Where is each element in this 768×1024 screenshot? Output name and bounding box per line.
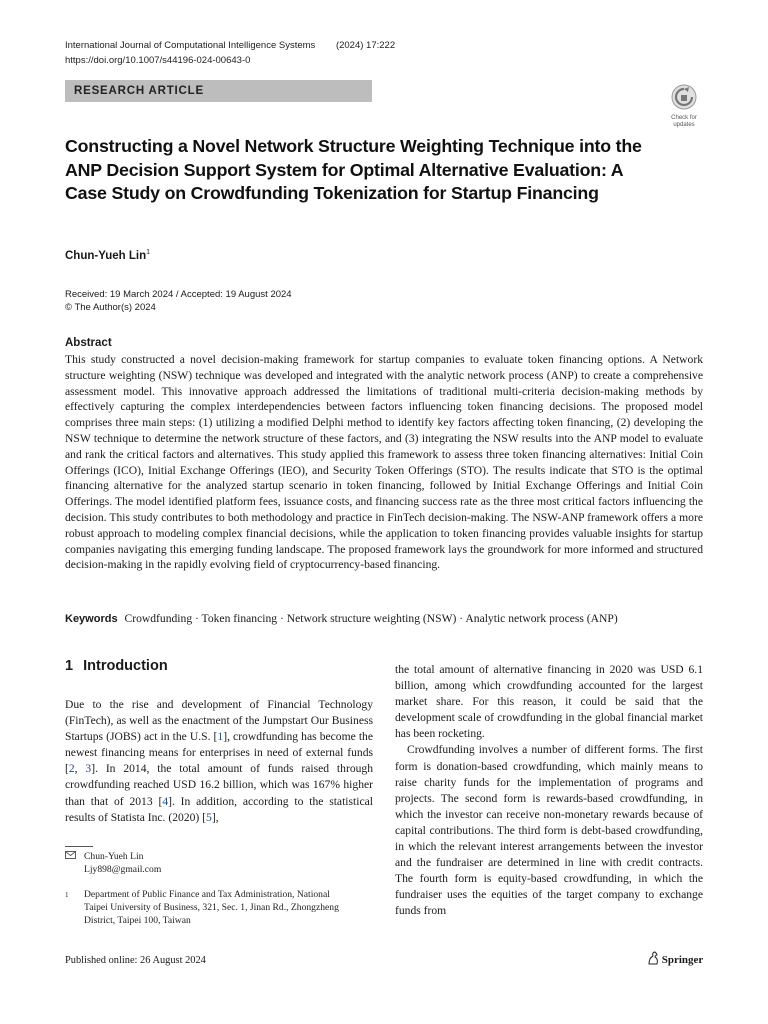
author-name: Chun-Yueh Lin <box>65 249 147 262</box>
affiliation-mark: 1 <box>65 891 69 899</box>
section-number: 1 <box>65 658 74 674</box>
text-run: ]. In 2014, the total amount of funds raised through crowdfunding reached USD 16.2 billion, which was 167% higher than that of 2013 [ <box>65 762 374 808</box>
contact-email[interactable]: Ljy898@gmail.com <box>84 863 162 875</box>
publisher-name: Springer <box>661 954 704 966</box>
journal-name: International Journal of Computational Intelligence Systems <box>65 40 316 51</box>
abstract-text: This study constructed a novel decision-making framework for startup companies to evaluate token financing options. A Network structure weighting (NSW) technique was developed and integrated with the analytic network process (ANP) to create a comprehensive assessment model. This innovative approach addressed the limitations of traditional multi-criteria decision-making methods by effectively capturing the complex interdependencies between factors influencing token financing decisions. The proposed model comprises three main steps: (1) utilizing a modified Delphi method to identify key factors affecting token financing, (2) developing the NSW technique to determine the network structure of these factors, and (3) integrating the NSW results into the ANP model to evaluate and rank the critical factors and alternatives. This study applied this framework to assess three token financing alternatives: Initial Coin Offerings (ICO), Initial Exchange Offerings (IEO), and Security Token Offerings (STO). The results indicate that STO is the optimal financing alternative for the analyzed startup scenario in token financing, followed by Initial Exchange Offerings and Initial Coin Offerings. The model identified platform fees, issuance costs, and financing success rate as the three most critical factors influencing the decision. This study contributes to both methodology and practice in FinTech decision-making. The NSW-ANP framework offers a more robust approach to modeling complex financial decisions, while the application to token financing provides valuable insights for startup companies navigating this emerging funding landscape. The proposed framework lays the groundwork for more informed and structured decision-making in the rapidly evolving field of cryptocurrency-based financing. <box>65 353 703 572</box>
citation-link[interactable]: 3 <box>85 762 92 776</box>
journal-header <box>65 40 395 51</box>
abstract-heading: Abstract <box>65 337 112 349</box>
text-run: ]. In addition, according to the statistical results of Statista Inc. (2020) [ <box>65 794 373 824</box>
citation-link[interactable]: 2 <box>68 762 75 776</box>
citation-link[interactable]: 1 <box>217 730 224 744</box>
keywords <box>65 612 705 625</box>
article-type-banner: RESEARCH ARTICLE <box>65 80 372 102</box>
check-for-updates-badge[interactable] <box>664 84 704 128</box>
author-affiliation-mark: 1 <box>146 249 151 256</box>
text-run: ], <box>211 810 219 824</box>
intro-right-column <box>395 662 703 920</box>
citation-link[interactable]: 5 <box>206 810 212 824</box>
springer-horse-icon <box>647 951 659 965</box>
published-online: Published online: 26 August 2024 <box>65 955 206 966</box>
intro-left-column <box>65 697 373 826</box>
text-run: ], crowdfunding has become the newest financing means for enterprises in need of external funds [ <box>65 730 373 776</box>
section-heading <box>65 658 168 674</box>
affiliation-text: Department of Public Finance and Tax Administration, National Taipei University of Business, 321, Sec. 1, Jinan Rd., Zhongzheng District, Taipei 100, Taiwan <box>84 889 339 926</box>
section-title: Introduction <box>83 658 168 674</box>
contact-name: Chun-Yueh Lin <box>84 851 144 862</box>
copyright: © The Author(s) 2024 <box>65 302 156 313</box>
citation-link[interactable]: 4 <box>162 794 169 808</box>
paper-title: Constructing a Novel Network Structure Weighting Technique into the ANP Decision Support System for Optimal Alternative Evaluation: A Case Study on Crowdfunding Tokenization for Startup Financing <box>65 136 642 203</box>
keywords-list: Crowdfunding · Token financing · Network structure weighting (NSW) · Analytic network process (ANP) <box>124 612 618 625</box>
affiliation-footnote <box>65 889 365 931</box>
keywords-label: Keywords <box>65 613 118 625</box>
article-dates <box>65 288 292 314</box>
received-accepted: Received: 19 March 2024 / Accepted: 19 August 2024 <box>65 289 292 300</box>
footnote-rule <box>65 846 93 847</box>
intro-right-paragraph-2: Crowdfunding involves a number of different forms. The first form is donation-based crowdfunding, which mainly means to raise charity funds for the implementation of programs and projects. The second form is rewards-based crowdfunding, in which the investor can receive non-monetary rewards because of capital contributions. The third form is debt-based crowdfunding, in which the relevant interest arrangements between the investor and the fundraiser are determined in line with credit contracts. The fourth form is equity-based crowdfunding, in which the fundraiser uses the equities of the target company to exchange funds from <box>395 743 703 918</box>
publisher-logo[interactable] <box>647 951 703 966</box>
doi-link[interactable]: https://doi.org/10.1007/s44196-024-00643-0 <box>65 55 251 66</box>
text-run: , <box>74 762 86 776</box>
check-updates-label: Check for updates <box>671 115 697 128</box>
author <box>65 249 150 262</box>
contact-footnote <box>65 851 365 879</box>
envelope-icon <box>65 851 83 864</box>
check-updates-icon <box>671 84 697 110</box>
intro-right-paragraph-1: the total amount of alternative financing in 2020 was USD 6.1 billion, among which crowdfunding accounted for the largest market share. For this reason, it could be said that the development scale of crowdfunding in the global financial market has been rocketing. <box>395 663 703 741</box>
intro-paragraph-1 <box>65 697 373 826</box>
journal-issue: (2024) 17:222 <box>335 40 396 51</box>
text-run: Due to the rise and development of Financial Technology (FinTech), as well as the enactment of the Jumpstart Our Business Startups (JOBS) act in the U.S. [ <box>65 698 373 744</box>
